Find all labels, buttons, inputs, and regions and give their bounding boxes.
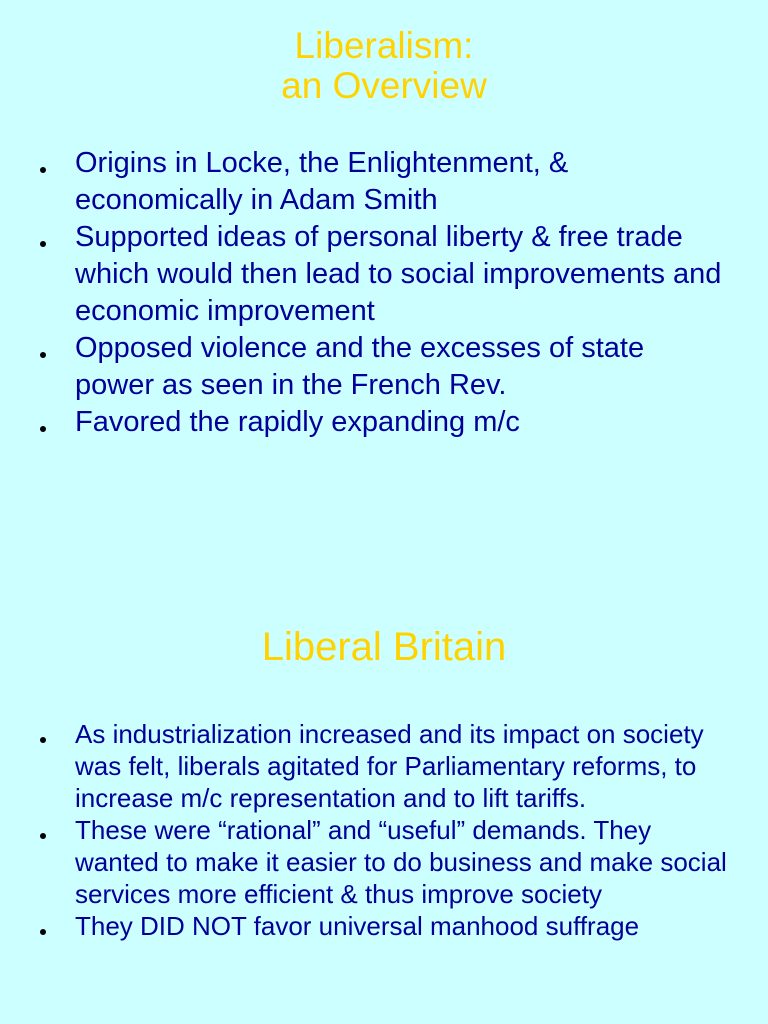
bullet-text: Opposed violence and the excesses of state power as seen in the French Rev. [75, 332, 645, 401]
bullet-icon [40, 352, 46, 358]
bullet-icon [40, 426, 46, 432]
bullet-text: These were “rational” and “useful” demands. They wanted to make it easier to do business and make social services more efficient & thus improve society [75, 815, 727, 909]
slide-title: Liberal Britain [261, 625, 507, 669]
bullet-list [38, 145, 728, 441]
list-item [38, 718, 728, 814]
bullet-icon [40, 241, 46, 247]
list-item [38, 145, 728, 219]
list-item [38, 404, 728, 441]
list-item [38, 219, 728, 330]
list-item [38, 910, 728, 942]
bullet-text: Favored the rapidly expanding m/c [75, 406, 520, 438]
bullet-text: Origins in Locke, the Enlightenment, & economically in Adam Smith [75, 147, 569, 216]
slide-title [0, 26, 768, 106]
bullet-text: As industrialization increased and its impact on society was felt, liberals agitated for Parliamentary reforms, to increase m/c representation and to lift tariffs. [75, 719, 704, 813]
bullet-icon [40, 737, 46, 743]
bullet-icon [40, 167, 46, 173]
list-item [38, 330, 728, 404]
bullet-icon [40, 929, 46, 935]
slide-liberal-britain [0, 512, 768, 1024]
bullet-text: They DID NOT favor universal manhood suffrage [75, 911, 640, 941]
list-item [38, 814, 728, 910]
bullet-list [38, 718, 728, 942]
title-line-2: an Overview [281, 65, 487, 106]
title-line-1: Liberalism: [294, 25, 474, 66]
bullet-text: Supported ideas of personal liberty & free trade which would then lead to social improvements and economic improvement [75, 221, 722, 327]
bullet-icon [40, 833, 46, 839]
